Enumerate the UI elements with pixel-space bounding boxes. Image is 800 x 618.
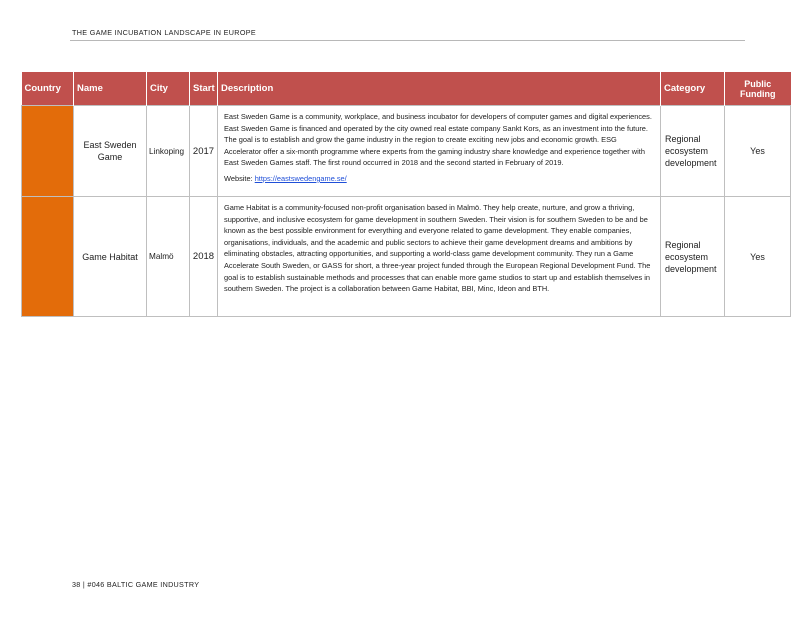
page-footer <box>72 580 199 589</box>
col-header-description: Description <box>218 72 661 106</box>
public-funding-cell: Yes <box>725 106 791 197</box>
running-head: THE GAME INCUBATION LANDSCAPE IN EUROPE <box>72 28 257 37</box>
category-cell: Regional ecosystem development <box>661 197 725 317</box>
city-cell: Linkoping <box>147 106 190 197</box>
description-cell <box>218 197 661 317</box>
publication-title: #046 BALTIC GAME INDUSTRY <box>87 580 200 589</box>
start-cell: 2018 <box>190 197 218 317</box>
description-cell <box>218 106 661 197</box>
name-cell: Game Habitat <box>74 197 147 317</box>
col-header-start: Start <box>190 72 218 106</box>
table-row <box>22 197 791 317</box>
category-cell: Regional ecosystem development <box>661 106 725 197</box>
name-cell: East Sweden Game <box>74 106 147 197</box>
col-header-public-funding: Public Funding <box>725 72 791 106</box>
website-label: Website: <box>224 173 253 183</box>
col-header-category: Category <box>661 72 725 106</box>
col-header-country: Country <box>22 72 74 106</box>
country-cell <box>22 197 74 317</box>
incubator-table <box>21 72 791 317</box>
country-cell <box>22 106 74 197</box>
table-header-row <box>22 72 791 106</box>
header-rule <box>70 40 745 41</box>
table-row <box>22 106 791 197</box>
footer-separator: | <box>82 580 86 589</box>
page-number: 38 <box>72 580 81 589</box>
public-funding-cell: Yes <box>725 197 791 317</box>
website-link[interactable]: https://eastswedengame.se/ <box>254 173 347 183</box>
col-header-name: Name <box>74 72 147 106</box>
city-cell: Malmö <box>147 197 190 317</box>
website-line <box>224 173 654 185</box>
start-cell: 2017 <box>190 106 218 197</box>
col-header-city: City <box>147 72 190 106</box>
description-text: Game Habitat is a community-focused non-profit organisation based in Malmö. They help create, nurture, and grow a thriving, supportive, and inclusive ecosystem for game development in southern Sweden. Their vision is for southern Sweden to be and be known as the best possible environment for everything and everyone related to game development. They enable companies, organisations, individuals, and the academic and public sectors to achieve their game development dreams and ambitions by eliminating obstacles, attracting opportunities, and supporting a world-class game development community. They run a Game Accelerate South Sweden, or GASS for short, a three-year project funded through the European Regional Development Fund. The goal is to establish sustainable methods and processes that can enable more game studios to start up and establish themselves in southern Sweden. The project is a collaboration between Game Habitat, BBI, Minc, Ideon and BTH. <box>224 203 651 294</box>
description-text: East Sweden Game is a community, workplace, and business incubator for developers of computer games and digital experiences. East Sweden Game is financed and operated by the city owned real estate company Sankt Kors, as an investment into the future. The goal is to establish and grow the game industry in the region to create exciting new jobs and economic growth. ESG Accelerator offer a six-month programme where experts from the gaming industry share knowledge and experience together with East Sweden Games staff. The first round occurred in 2018 and the second started in February of 2019. <box>224 112 652 168</box>
